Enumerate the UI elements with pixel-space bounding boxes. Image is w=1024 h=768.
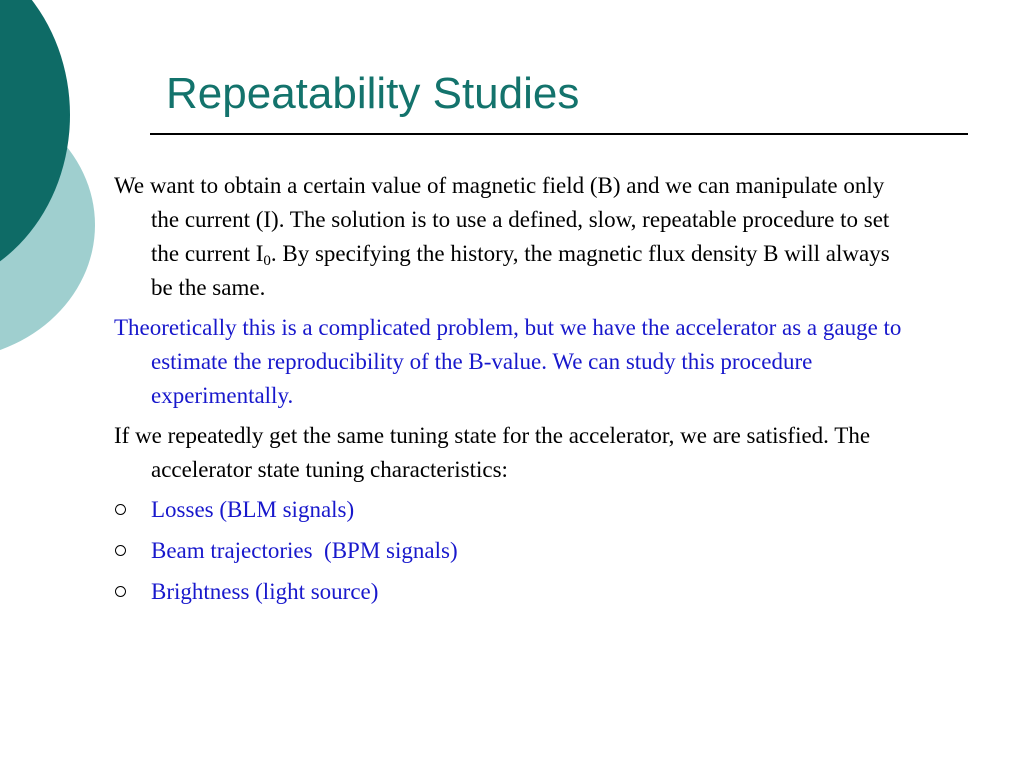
characteristics-list [114,493,914,609]
current-subscript: 0 [263,253,271,269]
hollow-circle-icon [115,586,126,597]
paragraph-1-text: We want to obtain a certain value of magnetic field (B) and we can manipulate only the current (I). The solution is to use a defined, slow, repeatable procedure to set the current I [114,173,890,266]
slide-title: Repeatability Studies [166,69,580,118]
slide-body [114,169,914,616]
list-item-beam-trajectories [114,534,914,568]
list-item-text: Losses (BLM signals) [151,497,355,522]
paragraph-magnetic-field [114,169,914,305]
list-item-losses [114,493,914,527]
title-underline [150,133,968,135]
hollow-circle-icon [115,545,126,556]
list-item-brightness [114,575,914,609]
hollow-circle-icon [115,504,126,515]
list-item-text: Brightness (light source) [151,579,379,604]
paragraph-tuning-state: If we repeatedly get the same tuning state for the accelerator, we are satisfied. The accelerator state tuning characteristics: [114,423,871,482]
paragraph-accelerator-gauge: Theoretically this is a complicated problem, but we have the accelerator as a gauge to estimate the reproducibility of the B-value. We can study this procedure experimentally. [114,315,902,408]
paragraph-1-text-end: . By specifying the history, the magnetic flux density B will always be the same. [151,241,890,300]
list-item-text: Beam trajectories (BPM signals) [151,538,458,563]
